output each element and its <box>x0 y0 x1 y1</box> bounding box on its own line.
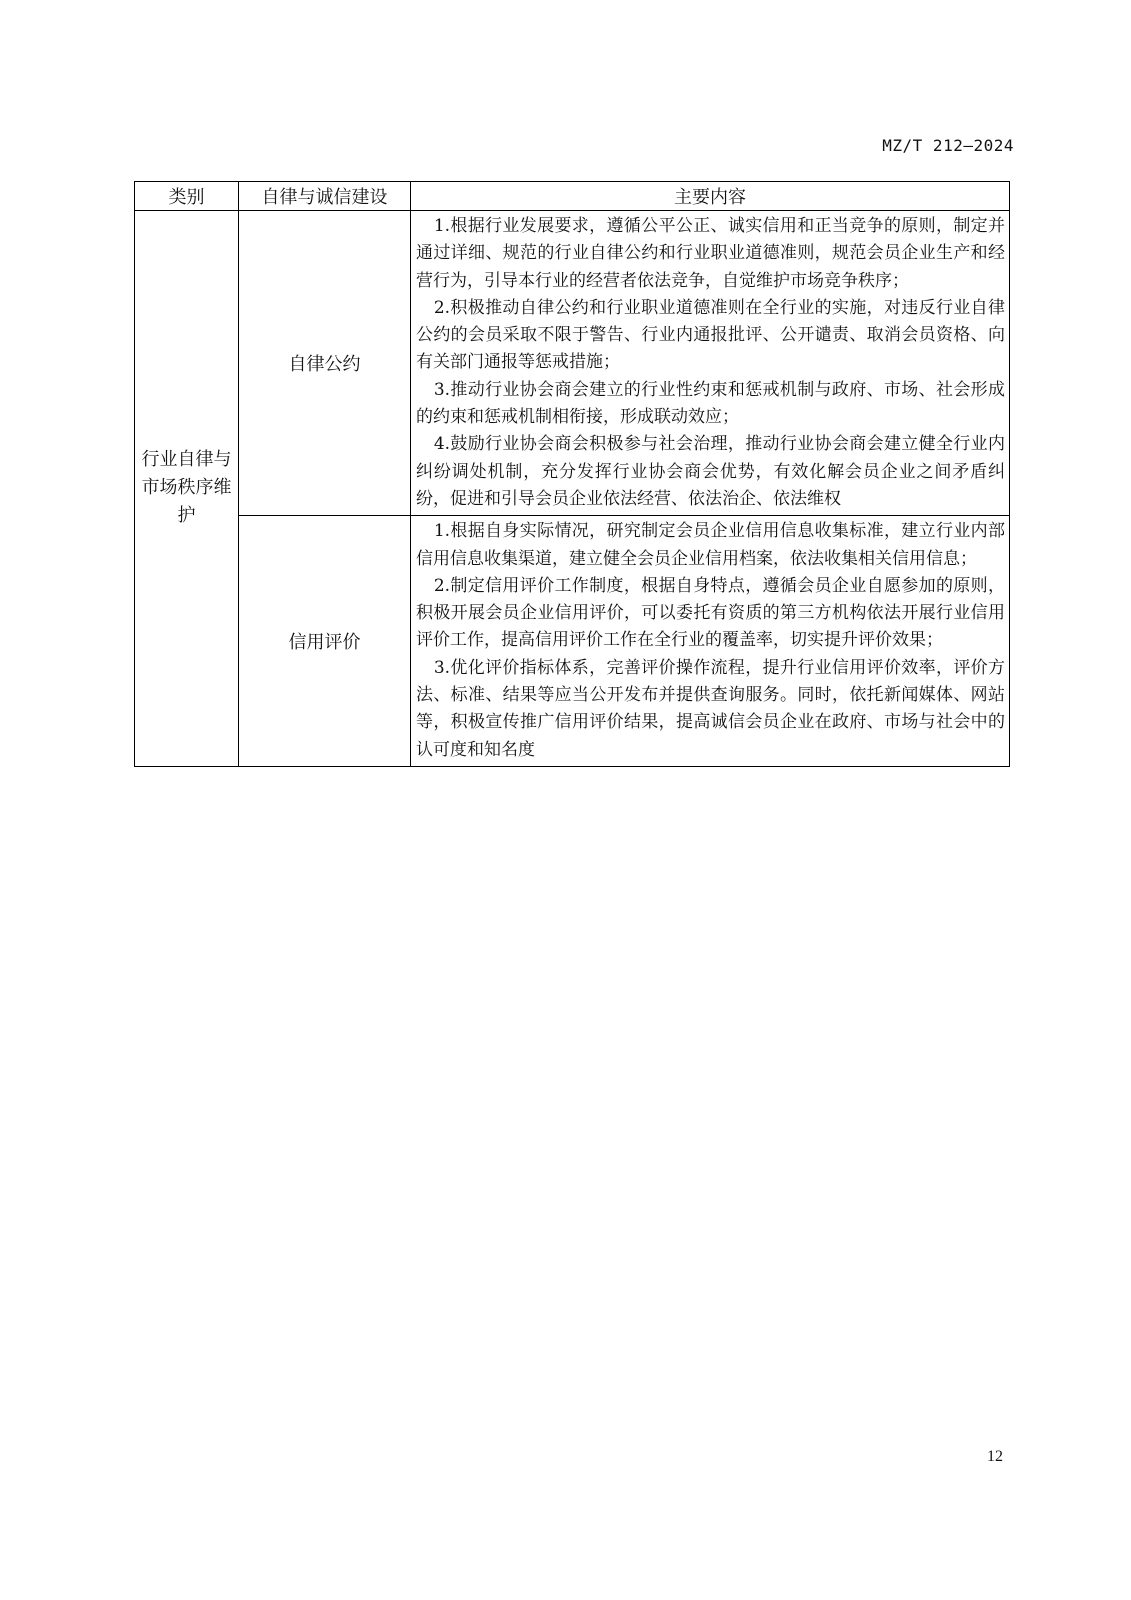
main-content-cell <box>411 516 1010 767</box>
content-paragraph: 2.积极推动自律公约和行业职业道德准则在全行业的实施，对违反行业自律公约的会员采取不限于警告、行业内通报批评、公开谴责、取消会员资格、向有关部门通报等惩戒措施； <box>416 297 1005 373</box>
content-paragraph: 1.根据行业发展要求，遵循公平公正、诚实信用和正当竞争的原则，制定并通过详细、规范的行业自律公约和行业职业道德准则，规范会员企业生产和经营行为，引导本行业的经营者依法竞争，自觉维护市场竞争秩序； <box>416 216 1005 291</box>
content-table <box>134 181 1010 767</box>
table-row <box>135 211 1010 516</box>
category-cell: 行业自律与市场秩序维护 <box>135 211 239 767</box>
page-number: 12 <box>987 1448 1003 1465</box>
content-paragraph: 3.推动行业协会商会建立的行业性约束和惩戒机制与政府、市场、社会形成的约束和惩戒机制相衔接，形成联动效应； <box>416 379 1005 428</box>
document-code: MZ/T 212—2024 <box>882 136 1014 155</box>
header-category: 类别 <box>135 182 239 211</box>
content-paragraph: 2.制定信用评价工作制度，根据自身特点，遵循会员企业自愿参加的原则，积极开展会员企业信用评价，可以委托有资质的第三方机构依法开展行业信用评价工作，提高信用评价工作在全行业的覆盖率，切实提升评价效果； <box>416 575 1005 651</box>
table-header-row <box>135 182 1010 211</box>
subcategory-cell: 信用评价 <box>239 516 411 767</box>
main-content-cell <box>411 211 1010 516</box>
content-paragraph: 1.根据自身实际情况，研究制定会员企业信用信息收集标准，建立行业内部信用信息收集渠道，建立健全会员企业信用档案，依法收集相关信用信息； <box>416 521 1005 569</box>
header-subcategory: 自律与诚信建设 <box>239 182 411 211</box>
table-row <box>135 516 1010 767</box>
content-paragraph: 3.优化评价指标体系，完善评价操作流程，提升行业信用评价效率，评价方法、标准、结果等应当公开发布并提供查询服务。同时，依托新闻媒体、网站等，积极宣传推广信用评价结果，提高诚信会员企业在政府、市场与社会中的认可度和知名度 <box>416 657 1005 760</box>
subcategory-cell: 自律公约 <box>239 211 411 516</box>
header-main-content: 主要内容 <box>411 182 1010 211</box>
content-paragraph: 4.鼓励行业协会商会积极参与社会治理，推动行业协会商会建立健全行业内纠纷调处机制，充分发挥行业协会商会优势，有效化解会员企业之间矛盾纠纷，促进和引导会员企业依法经营、依法治企、依法维权 <box>416 434 1005 509</box>
